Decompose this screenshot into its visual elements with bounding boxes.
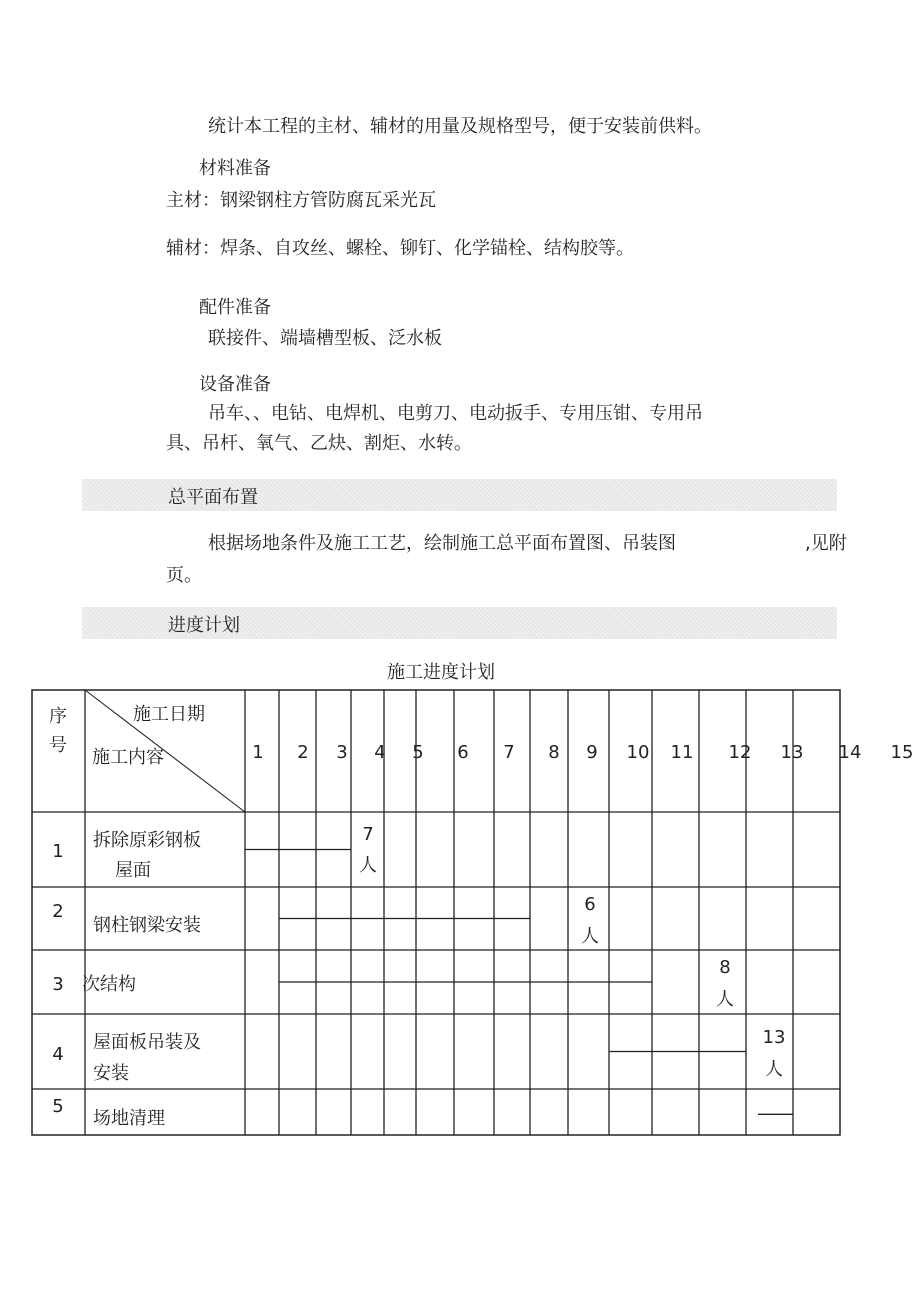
- day-number: 14: [838, 742, 862, 763]
- row-task: 场地清理: [93, 1108, 165, 1129]
- layout-line-1: 根据场地条件及施工工艺，绘制施工总平面布置图、吊装图: [208, 533, 676, 554]
- parts-heading: 配件准备: [199, 297, 271, 318]
- row-task: 屋面: [115, 860, 151, 881]
- schedule-title: 施工进度计划: [387, 662, 495, 683]
- crew-number: 8: [719, 957, 731, 978]
- crew-unit: 人: [716, 989, 734, 1010]
- header-date-label: 施工日期: [133, 704, 205, 725]
- section-heading-progress: 进度计划: [168, 615, 240, 636]
- crew-number: 7: [362, 824, 374, 845]
- row-seq: 1: [52, 841, 64, 862]
- row-task: 钢柱钢梁安装: [93, 915, 201, 936]
- row-task: 拆除原彩钢板: [93, 830, 201, 851]
- day-number: 15: [890, 742, 914, 763]
- equipment-line-1: 吊车、、电钻、电焊机、电剪刀、电动扳手、专用压钳、专用吊: [208, 403, 703, 424]
- day-number: 6: [457, 742, 469, 763]
- row-seq: 2: [52, 901, 64, 922]
- equipment-line-2: 具、吊杆、氧气、乙炔、割炬、水转。: [166, 433, 472, 454]
- layout-line-1-tail: ,见附: [805, 533, 847, 554]
- row-seq: 3: [52, 974, 64, 995]
- materials-heading: 材料准备: [199, 158, 271, 179]
- row-task: 安装: [93, 1063, 129, 1084]
- layout-line-2: 页。: [166, 565, 202, 586]
- materials-main: 主材：钢梁钢柱方管防腐瓦采光瓦: [166, 190, 436, 211]
- day-number: 11: [670, 742, 694, 763]
- intro-line: 统计本工程的主材、辅材的用量及规格型号，便于安装前供料。: [208, 116, 712, 137]
- materials-aux: 辅材：焊条、自攻丝、螺栓、铆钉、化学锚栓、结构胶等。: [166, 238, 634, 259]
- section-heading-layout: 总平面布置: [168, 487, 258, 508]
- row-seq: 4: [52, 1044, 64, 1065]
- day-number: 1: [252, 742, 264, 763]
- header-content-label: 施工内容: [92, 747, 164, 768]
- row-seq: 5: [52, 1096, 64, 1117]
- day-number: 13: [780, 742, 804, 763]
- day-number: 4: [374, 742, 386, 763]
- day-number: 10: [626, 742, 650, 763]
- day-number: 3: [336, 742, 348, 763]
- crew-number: 13: [762, 1027, 786, 1048]
- day-number: 5: [412, 742, 424, 763]
- parts-items: 联接件、端墙槽型板、泛水板: [208, 328, 442, 349]
- crew-unit: 人: [359, 855, 377, 876]
- row-task: 次结构: [82, 974, 136, 995]
- crew-number: 6: [584, 894, 596, 915]
- day-number: 9: [586, 742, 598, 763]
- header-seq-char-2: 号: [49, 735, 67, 756]
- header-seq-char-1: 序: [49, 706, 67, 727]
- crew-unit: 人: [581, 926, 599, 947]
- row-task: 屋面板吊装及: [93, 1032, 201, 1053]
- day-number: 12: [728, 742, 752, 763]
- day-number: 8: [548, 742, 560, 763]
- equipment-heading: 设备准备: [199, 374, 271, 395]
- day-number: 7: [503, 742, 515, 763]
- day-number: 2: [297, 742, 309, 763]
- crew-unit: 人: [765, 1059, 783, 1080]
